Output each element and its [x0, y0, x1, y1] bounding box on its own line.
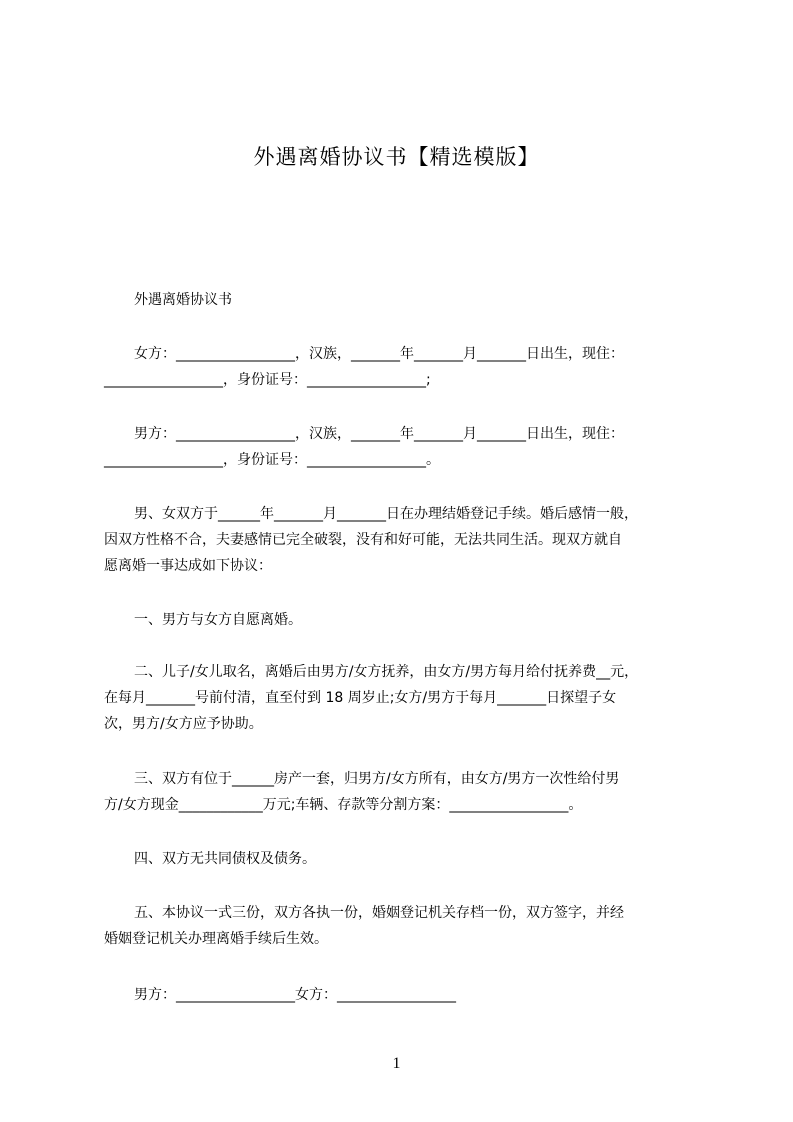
- clause-2-line-2: 在每月_______号前付清，直至付到 18 周岁止;女方/男方于每月_______日探望子女: [104, 690, 617, 706]
- woman-info-line-1: 女方：_________________，汉族，_______年_______月_______日出生，现住：: [134, 346, 624, 362]
- subtitle-text: 外遇离婚协议书: [134, 292, 232, 308]
- clause-5-line-1: 五、本协议一式三份，双方各执一份，婚姻登记机关存档一份，双方签字，并经: [134, 905, 624, 921]
- clause-4-paragraph: [104, 846, 694, 872]
- woman-info-line-2: _________________，身份证号：_________________;: [104, 372, 431, 388]
- clause-4-text: 四、双方无共同债权及债务。: [134, 851, 316, 867]
- clause-1-paragraph: [104, 607, 694, 633]
- woman-info-paragraph: [104, 341, 694, 393]
- signature-line: 男方：_________________女方：_________________: [134, 987, 456, 1003]
- clause-2-paragraph: [104, 659, 694, 737]
- clause-1-text: 一、男方与女方自愿离婚。: [134, 612, 302, 628]
- document-title: 外遇离婚协议书【精选模版】: [253, 145, 540, 169]
- man-info-line-1: 男方：_________________，汉族，_______年_______月_______日出生，现住：: [134, 426, 624, 442]
- marriage-paragraph: [104, 501, 694, 579]
- clause-5-line-2: 婚姻登记机关办理离婚手续后生效。: [104, 931, 328, 947]
- clause-5-paragraph: [104, 900, 694, 952]
- clause-2-line-3: 次，男方/女方应予协助。: [104, 716, 263, 732]
- clause-3-line-1: 三、双方有位于______房产一套，归男方/女方所有，由女方/男方一次性给付男: [134, 771, 620, 787]
- marriage-line-3: 愿离婚一事达成如下协议：: [104, 558, 272, 574]
- marriage-line-2: 因双方性格不合，夫妻感情已完全破裂，没有和好可能，无法共同生活。现双方就自: [104, 532, 622, 548]
- clause-3-line-2: 方/女方现金____________万元;车辆、存款等分割方案：_________________。: [104, 797, 583, 813]
- document-subtitle: [104, 287, 724, 313]
- clause-2-line-1: 二、儿子/女儿取名，离婚后由男方/女方抚养，由女方/男方每月给付抚养费__元，: [134, 664, 639, 680]
- page-number: 1: [392, 1055, 401, 1072]
- man-info-paragraph: [104, 421, 694, 473]
- signature-paragraph: [104, 982, 694, 1008]
- clause-3-paragraph: [104, 766, 694, 818]
- man-info-line-2: _________________，身份证号：_________________。: [104, 452, 440, 468]
- marriage-line-1: 男、女双方于______年_______月_______日在办理结婚登记手续。婚后感情一般，: [134, 506, 638, 522]
